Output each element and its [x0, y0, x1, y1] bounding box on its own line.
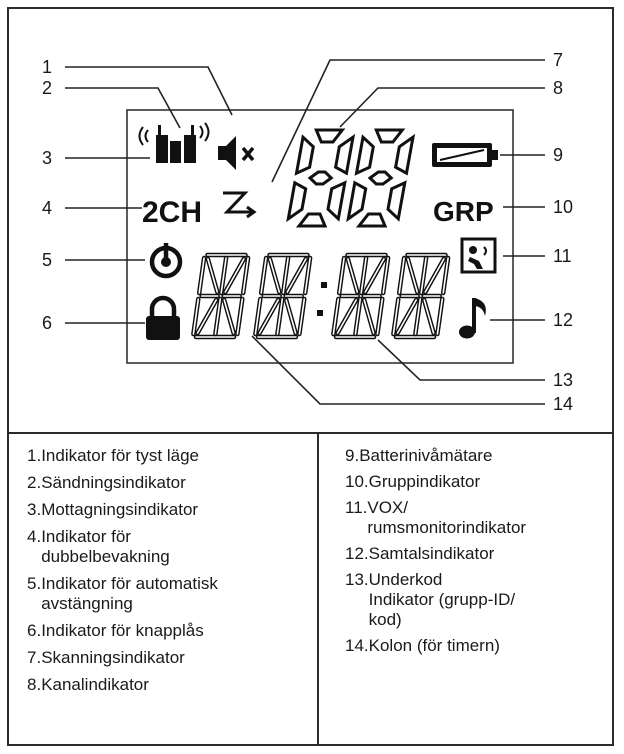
legend-item-number: 13.: [345, 570, 369, 589]
callout-6: 6: [42, 313, 53, 333]
digit-segment: [370, 172, 391, 184]
power-off-icon: [152, 243, 180, 276]
leader-line-1: [65, 67, 232, 115]
legend-item: [345, 636, 600, 656]
music-note-icon: [459, 298, 486, 339]
legend-item-text: Indikator för dubbelbevakning: [41, 527, 170, 566]
legend-item-text: Mottagningsindikator: [41, 500, 199, 519]
legend-item: [27, 473, 307, 493]
legend-item-text: Samtalsindikator: [368, 544, 495, 563]
subcode-display: [193, 255, 448, 337]
vox-monitor-icon: [462, 239, 495, 272]
digit-segment: [316, 130, 342, 142]
alnum-segment: [424, 300, 433, 333]
leader-line-13: [378, 340, 545, 380]
callout-7: 7: [553, 50, 564, 70]
digit-segment: [297, 137, 314, 173]
walkie-talkie-icon: [140, 123, 209, 163]
legend-item-text: Underkod Indikator (grupp-ID/ kod): [368, 570, 516, 629]
alnum-segment: [198, 300, 217, 333]
legend-item-number: 10.: [345, 472, 369, 491]
legend-item: [27, 574, 307, 614]
leader-line-8: [340, 88, 545, 127]
alnum-segment: [286, 300, 295, 333]
digit-segment: [388, 183, 405, 219]
battery-icon: [432, 143, 498, 167]
legend-item-number: 12.: [345, 544, 369, 563]
legend-item: [345, 498, 600, 538]
alnum-segment: [260, 300, 279, 333]
digit-segment: [348, 183, 365, 219]
leader-line-14: [252, 336, 545, 404]
digit-segment: [359, 214, 385, 226]
timer-colon-dot: [317, 310, 323, 316]
legend-item-number: 8.: [27, 675, 42, 694]
digit-segment: [310, 172, 331, 184]
alnum-segment: [287, 259, 306, 292]
legend-item-text: Indikator för tyst läge: [41, 446, 199, 465]
callout-9: 9: [553, 145, 564, 165]
legend-item-text: Indikator för automatisk avstängning: [41, 574, 218, 613]
callout-3: 3: [42, 148, 53, 168]
alnum-segment: [270, 259, 279, 292]
callout-4: 4: [42, 198, 53, 218]
legend-item-number: 1.: [27, 446, 42, 465]
callout-1: 1: [42, 57, 53, 77]
group-label: GRP: [433, 196, 494, 227]
lock-icon: [146, 298, 180, 340]
legend-item: [27, 500, 307, 520]
channel-digits-display: [288, 130, 413, 226]
scan-icon: [223, 193, 254, 217]
callout-2: 2: [42, 78, 53, 98]
legend-item-number: 5.: [27, 574, 42, 593]
alnum-segment: [224, 300, 233, 333]
legend-item-text: VOX/ rumsmonitorindikator: [367, 498, 527, 537]
legend-item-number: 4.: [27, 527, 42, 546]
alnum-segment: [225, 259, 244, 292]
leader-lines: [65, 60, 545, 404]
alnum-segment: [364, 300, 373, 333]
digit-segment: [357, 137, 374, 173]
callout-10: 10: [553, 197, 574, 217]
legend-item-text: Indikator för knapplås: [41, 621, 204, 640]
callout-5: 5: [42, 250, 53, 270]
legend-item-text: Kolon (för timern): [368, 636, 500, 655]
alnum-segment: [425, 259, 444, 292]
timer-colon-dot: [321, 282, 327, 288]
legend-item-text: Batterinivåmätare: [359, 446, 493, 465]
callout-12: 12: [553, 310, 574, 330]
legend-item: [27, 621, 307, 641]
legend-item: [345, 446, 600, 466]
alnum-segment: [398, 300, 417, 333]
alnum-segment: [208, 259, 217, 292]
callout-14: 14: [553, 394, 574, 414]
digit-segment: [336, 137, 353, 173]
legend-right-column: [345, 446, 600, 662]
callout-11: 11: [553, 246, 572, 266]
alnum-segment: [338, 300, 357, 333]
digit-segment: [396, 137, 413, 173]
digit-segment: [299, 214, 325, 226]
legend-item: [345, 544, 600, 564]
legend-item-number: 14.: [345, 636, 369, 655]
legend-item-text: Kanalindikator: [41, 675, 149, 694]
legend-item: [27, 527, 307, 567]
legend-item-text: Skanningsindikator: [41, 648, 185, 667]
legend-item-number: 3.: [27, 500, 42, 519]
alnum-segment: [348, 259, 357, 292]
digit-segment: [328, 183, 345, 219]
speaker-mute-icon: [218, 136, 253, 170]
legend-item: [345, 472, 600, 492]
legend-left-column: [27, 446, 307, 702]
digit-segment: [376, 130, 402, 142]
legend-item-number: 9.: [345, 446, 360, 465]
alnum-segment: [408, 259, 417, 292]
legend-item-number: 6.: [27, 621, 42, 640]
legend-item-number: 11.: [345, 498, 368, 517]
callout-13: 13: [553, 370, 574, 390]
legend-item-text: Sändningsindikator: [41, 473, 186, 492]
legend-item-text: Gruppindikator: [368, 472, 481, 491]
legend-item: [27, 446, 307, 466]
legend-item: [345, 570, 600, 630]
legend-item: [27, 648, 307, 668]
dual-watch-label: 2CH: [142, 196, 203, 229]
alnum-segment: [365, 259, 384, 292]
leader-line-2: [65, 88, 180, 128]
legend-item: [27, 675, 307, 695]
legend-item-number: 7.: [27, 648, 42, 667]
callout-8: 8: [553, 78, 564, 98]
digit-segment: [288, 183, 305, 219]
legend-item-number: 2.: [27, 473, 42, 492]
